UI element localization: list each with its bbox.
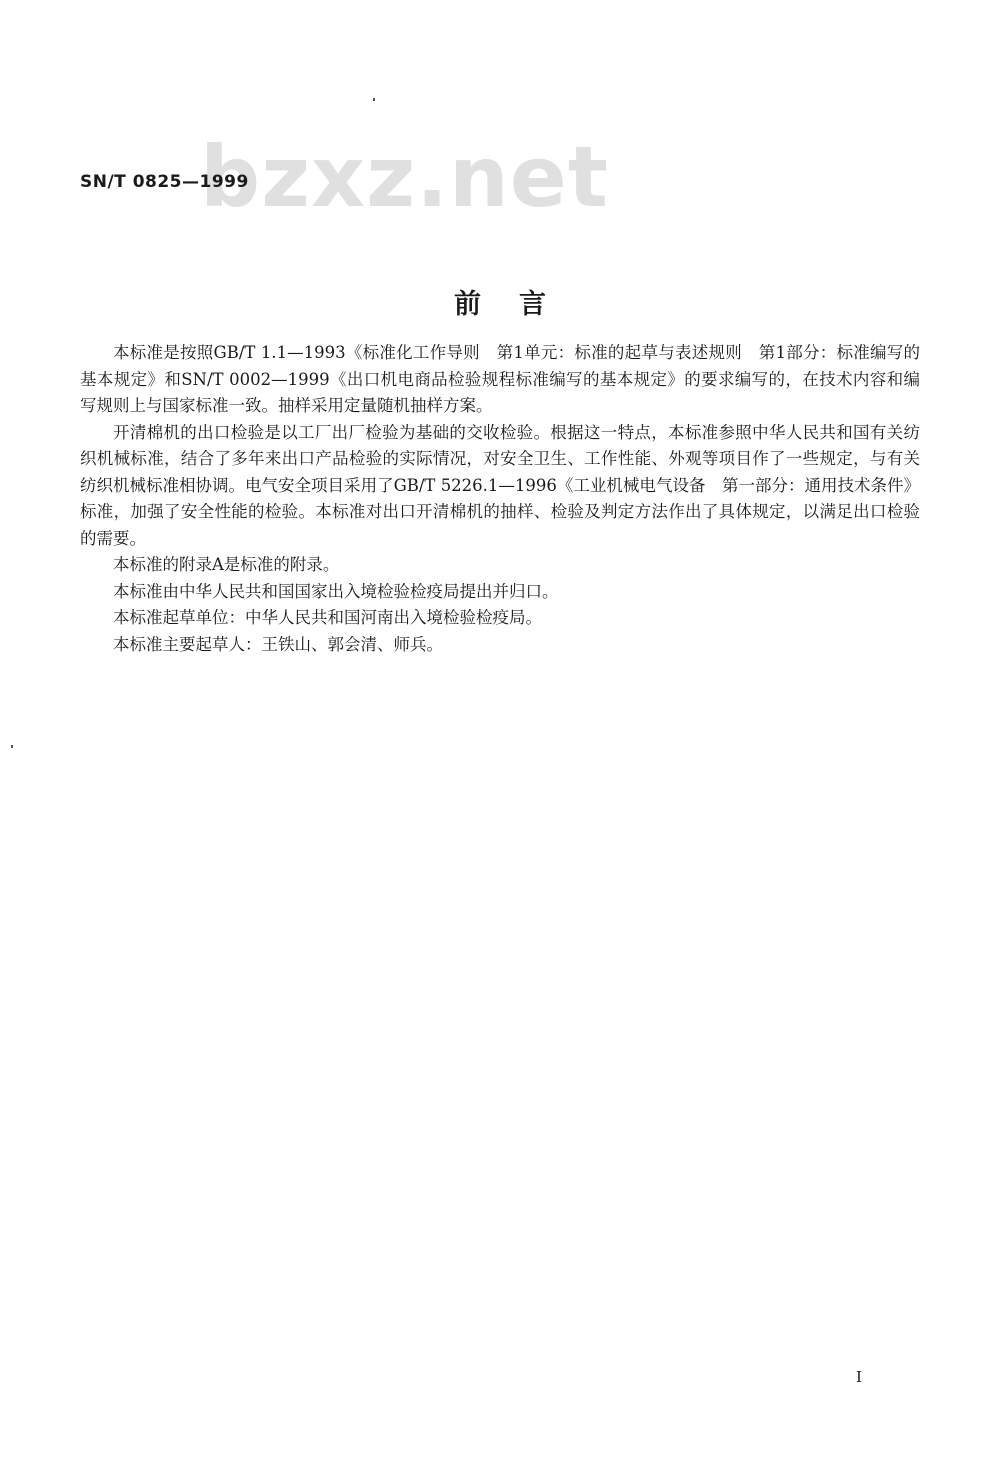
paragraph: 开清棉机的出口检验是以工厂出厂检验为基础的交收检验。根据这一特点，本标准参照中华人民共和国有关纺织机械标准，结合了多年来出口产品检验的实际情况，对安全卫生、工作性能、外观等项目作了一些规定，与有关纺织机械标准相协调。电气安全项目采用了GB/T 5226.1—1996《工业机械电气设备 第一部分：通用技术条件》标准，加强了安全性能的检验。本标准对出口开清棉机的抽样、检验及判定方法作出了具体规定，以满足出口检验的需要。 xyxy=(80,422,920,548)
page-number: I xyxy=(856,1368,862,1386)
paragraph: 本标准由中华人民共和国国家出入境检验检疫局提出并归口。 xyxy=(113,581,559,601)
standard-code: SN/T 0825—1999 xyxy=(80,172,249,192)
paragraph: 本标准起草单位：中华人民共和国河南出入境检验检疫局。 xyxy=(113,608,542,627)
scan-speck xyxy=(373,98,375,101)
paragraph: 本标准主要起草人：王铁山、郭会清、师兵。 xyxy=(113,634,443,654)
foreword-body xyxy=(80,340,920,658)
paragraph: 本标准的附录A是标准的附录。 xyxy=(113,555,340,574)
scan-speck xyxy=(11,745,13,748)
paragraph: 本标准是按照GB/T 1.1—1993《标准化工作导则 第1单元：标准的起草与表述规则 第1部分：标准编写的基本规定》和SN/T 0002—1999《出口机电商品检验规程标准编写的基本规定》的要求编写的，在技术内容和编写规则上与国家标准一致。抽样采用定量随机抽样方案。 xyxy=(80,343,920,415)
page-title: 前言 xyxy=(454,289,584,320)
watermark: bzxz.net xyxy=(200,128,609,226)
